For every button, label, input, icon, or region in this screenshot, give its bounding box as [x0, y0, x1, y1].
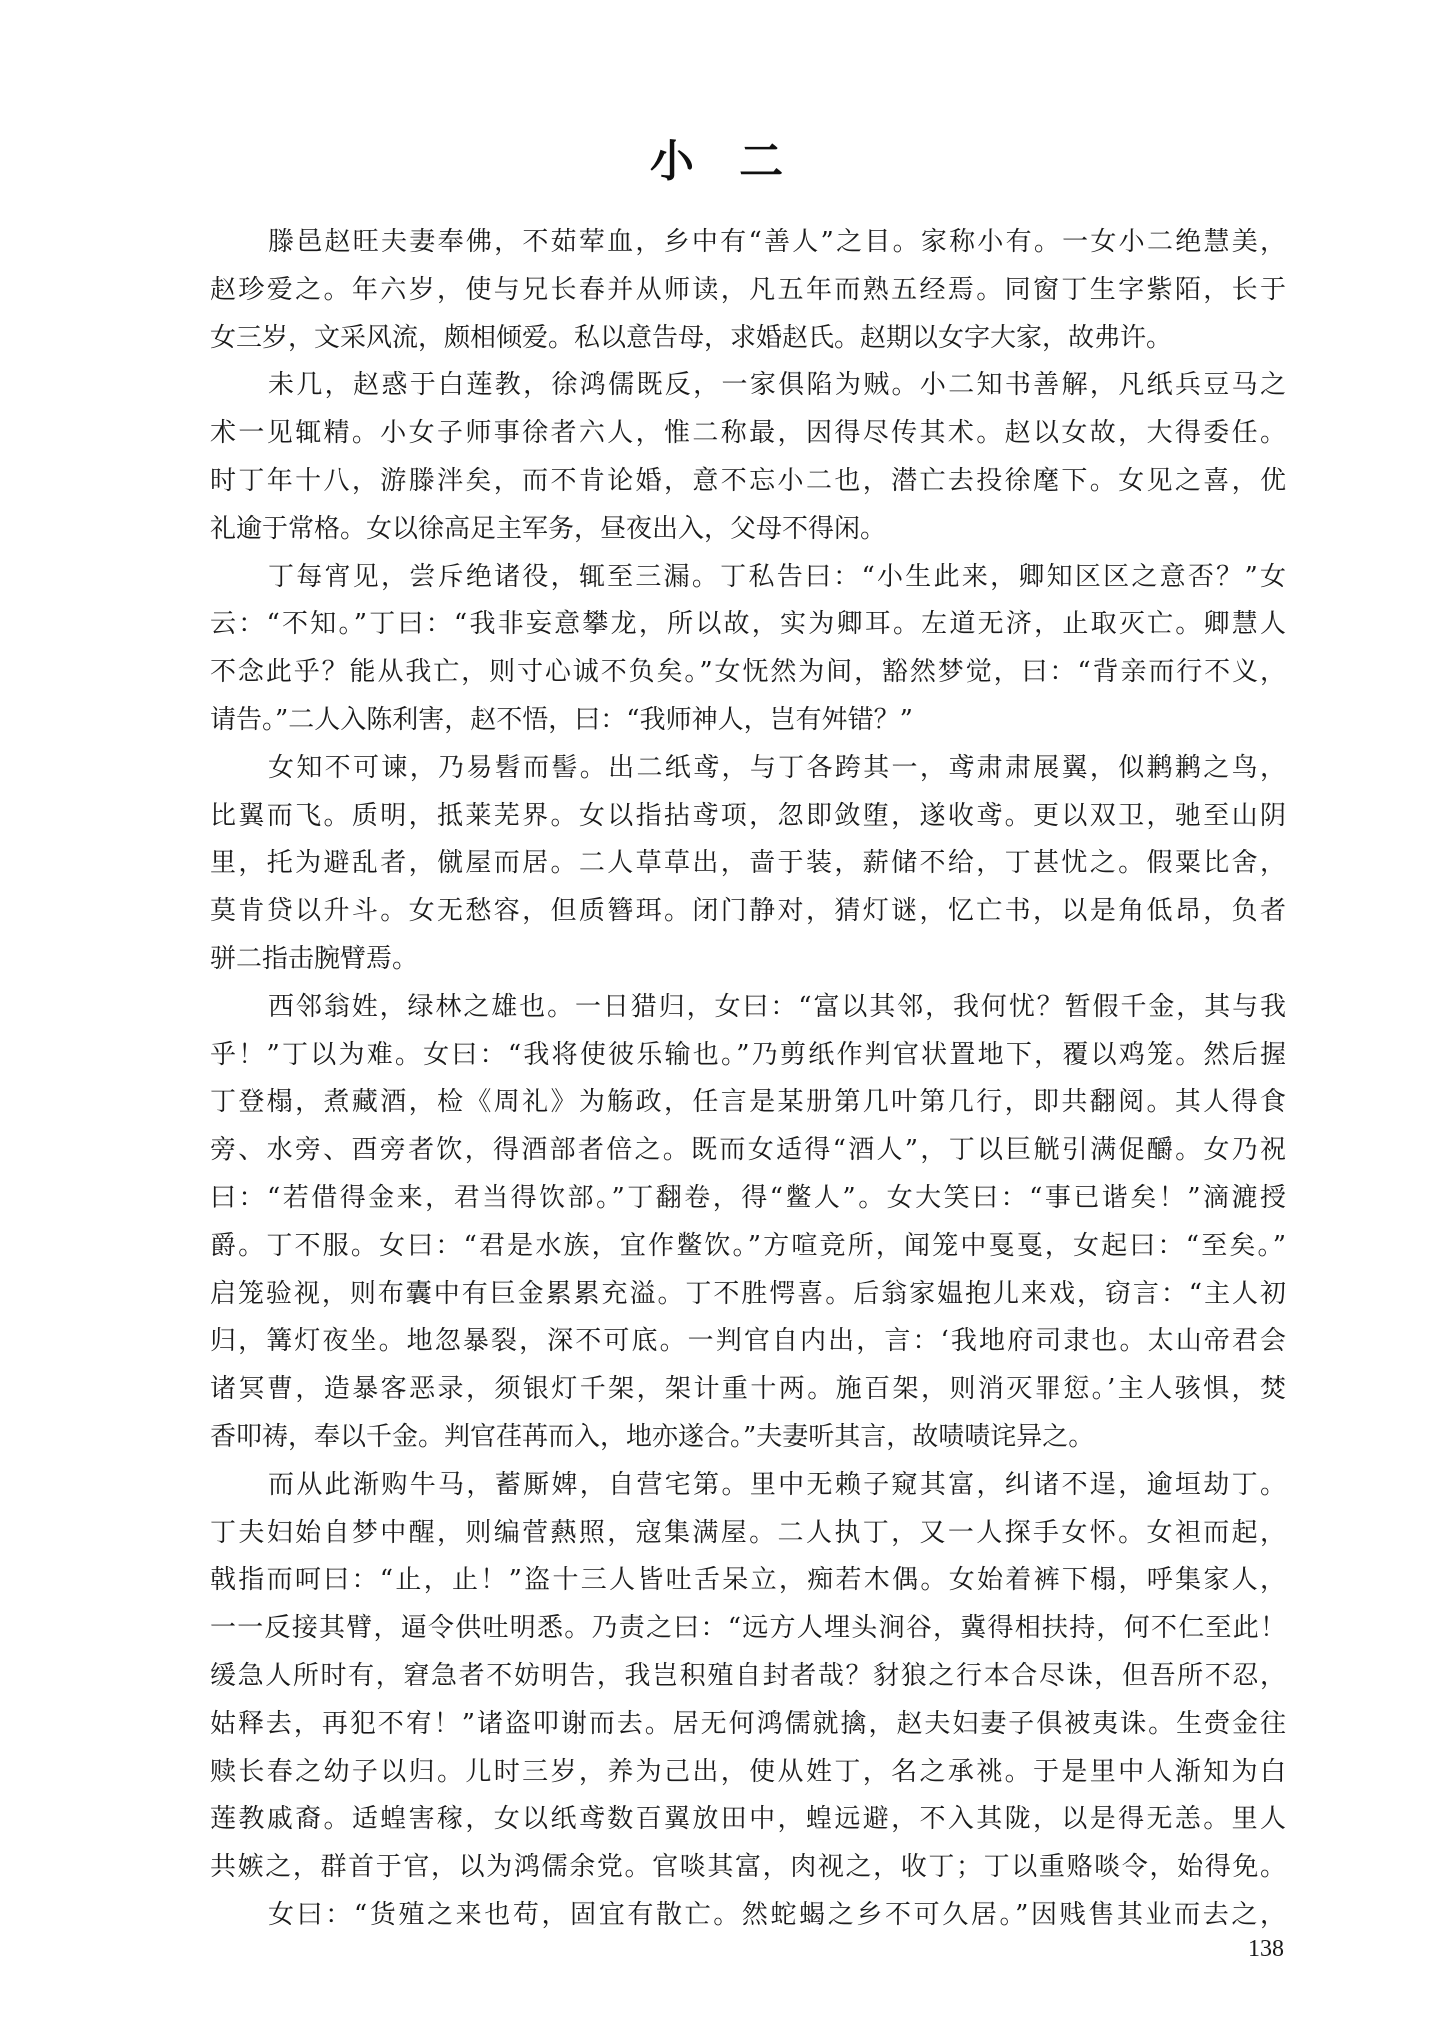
text-line: 不念此乎？能从我亡，则寸心诚不负矣。”女怃然为间，豁然梦觉，曰：“背亲而行不义，: [210, 657, 1286, 688]
text-line: 缓急人所时有，窘急者不妨明告，我岂积殖自封者哉？豺狼之行本合尽诛，但吾所不忍，: [210, 1660, 1286, 1691]
text-line: 启笼验视，则布囊中有巨金累累充溢。丁不胜愕喜。后翁家媪抱儿来戏，窃言：“主人初: [210, 1278, 1286, 1309]
paragraph: [210, 554, 1286, 745]
text-line: 而从此渐购牛马，蓄厮婢，自营宅第。里中无赖子窥其富，纠诸不逞，逾垣劫丁。: [268, 1469, 1286, 1500]
text-line: 共嫉之，群首于官，以为鸿儒余党。官啖其富，肉视之，收丁；丁以重赂啖令，始得免。: [210, 1852, 1286, 1883]
text-line: 女知不可谏，乃易髫而髻。出二纸鸢，与丁各跨其一，鸢肃肃展翼，似鹣鹣之鸟，: [268, 752, 1286, 783]
text-line: 香叩祷，奉以千金。判官荏苒而入，地亦遂合。”夫妻听其言，故啧啧诧异之。: [210, 1421, 1095, 1452]
text-line: 丁登榻，煮藏酒，检《周礼》为觞政，任言是某册第几叶第几行，即共翻阅。其人得食: [210, 1087, 1286, 1118]
text-line: 丁夫妇始自梦中醒，则编菅爇照，寇集满屋。二人执丁，又一人探手女怀。女袒而起，: [210, 1517, 1286, 1548]
text-line: 莫肯贷以升斗。女无愁容，但质簪珥。闭门静对，猜灯谜，忆亡书，以是角低昂，负者: [210, 896, 1286, 927]
text-line: 丁每宵见，尝斥绝诸役，辄至三漏。丁私告曰：“小生此来，卿知区区之意否？”女: [268, 561, 1286, 592]
paragraph: [210, 219, 1286, 362]
text-line: 戟指而呵曰：“止，止！”盗十三人皆吐舌呆立，痴若木偶。女始着裤下榻，呼集家人，: [210, 1565, 1286, 1596]
text-line: 骈二指击腕臂焉。: [210, 943, 419, 974]
text-line: 乎！”丁以为难。女曰：“我将使彼乐输也。”乃剪纸作判官状置地下，覆以鸡笼。然后握: [210, 1039, 1286, 1070]
text-line: 比翼而飞。质明，抵莱芜界。女以指拈鸢项，忽即敛堕，遂收鸢。更以双卫，驰至山阴: [210, 800, 1286, 831]
text-line: 滕邑赵旺夫妻奉佛，不茹荤血，乡中有“善人”之目。家称小有。一女小二绝慧美，: [268, 227, 1286, 257]
text-line: 时丁年十八，游滕泮矣，而不肯论婚，意不忘小二也，潜亡去投徐麾下。女见之喜，优: [210, 465, 1286, 496]
text-line: 里，托为避乱者，僦屋而居。二人草草出，啬于装，薪储不给，丁甚忧之。假粟比舍，: [210, 848, 1286, 879]
page-title: 小 二: [649, 136, 784, 187]
text-line: 西邻翁姓，绿林之雄也。一日猎归，女曰：“富以其邻，我何忧？暂假千金，其与我: [268, 991, 1286, 1022]
text-line: 赵珍爱之。年六岁，使与兄长春并从师读，凡五年而熟五经焉。同窗丁生字紫陌，长于: [210, 274, 1286, 305]
text-line: 女三岁，文采风流，颇相倾爱。私以意告母，求婚赵氏。赵期以女字大家，故弗许。: [210, 322, 1173, 353]
text-line: 云：“不知。”丁曰：“我非妄意攀龙，所以故，实为卿耳。左道无济，止取灭亡。卿慧人: [210, 609, 1286, 640]
text-line: 曰：“若借得金来，君当得饮部。”丁翻卷，得“鳖人”。女大笑曰：“事已谐矣！”滴漉授: [210, 1182, 1286, 1213]
paragraph: [210, 745, 1286, 984]
text-line: 女曰：“货殖之来也苟，固宜有散亡。然蛇蝎之乡不可久居。”因贱售其业而去之，: [268, 1899, 1286, 1930]
paragraph: [210, 984, 1286, 1462]
body-text: [210, 219, 1286, 1940]
paragraph: [210, 362, 1286, 553]
text-line: 旁、水旁、酉旁者饮，得酒部者倍之。既而女适得“酒人”，丁以巨觥引满促釂。女乃祝: [210, 1135, 1286, 1166]
text-line: 术一见辄精。小女子师事徐者六人，惟二称最，因得尽传其术。赵以女故，大得委任。: [210, 418, 1286, 449]
paragraph: [210, 1892, 1286, 1940]
text-line: 诸冥曹，造暴客恶录，须银灯千架，架计重十两。施百架，则消灭罪愆。’主人骇惧，焚: [210, 1374, 1286, 1405]
text-line: 赎长春之幼子以归。儿时三岁，养为己出，使从姓丁，名之承祧。于是里中人渐知为白: [210, 1756, 1286, 1787]
text-line: 归，篝灯夜坐。地忽暴裂，深不可底。一判官自内出，言：‘我地府司隶也。太山帝君会: [210, 1326, 1286, 1357]
text-line: 莲教戚裔。适蝗害稼，女以纸鸢数百翼放田中，蝗远避，不入其陇，以是得无恙。里人: [210, 1804, 1286, 1835]
text-line: 姑释去，再犯不宥！”诸盗叩谢而去。居无何鸿儒就擒，赵夫妇妻子俱被夷诛。生赍金往: [210, 1708, 1286, 1739]
text-line: 请告。”二人入陈利害，赵不悟，曰：“我师神人，岂有舛错？”: [210, 704, 913, 735]
paragraph: [210, 1462, 1286, 1892]
text-line: 未几，赵惑于白莲教，徐鸿儒既反，一家俱陷为贼。小二知书善解，凡纸兵豆马之: [268, 370, 1286, 401]
text-line: 礼逾于常格。女以徐高足主军务，昼夜出入，父母不得闲。: [210, 513, 887, 544]
text-line: 爵。丁不服。女曰：“君是水族，宜作鳖饮。”方喧竞所，闻笼中戛戛，女起曰：“至矣。”: [210, 1230, 1286, 1261]
page-number: 138: [1248, 1936, 1284, 1962]
text-line: 一一反接其臂，逼令供吐明悉。乃责之曰：“远方人埋头涧谷，冀得相扶持，何不仁至此！: [210, 1613, 1286, 1644]
